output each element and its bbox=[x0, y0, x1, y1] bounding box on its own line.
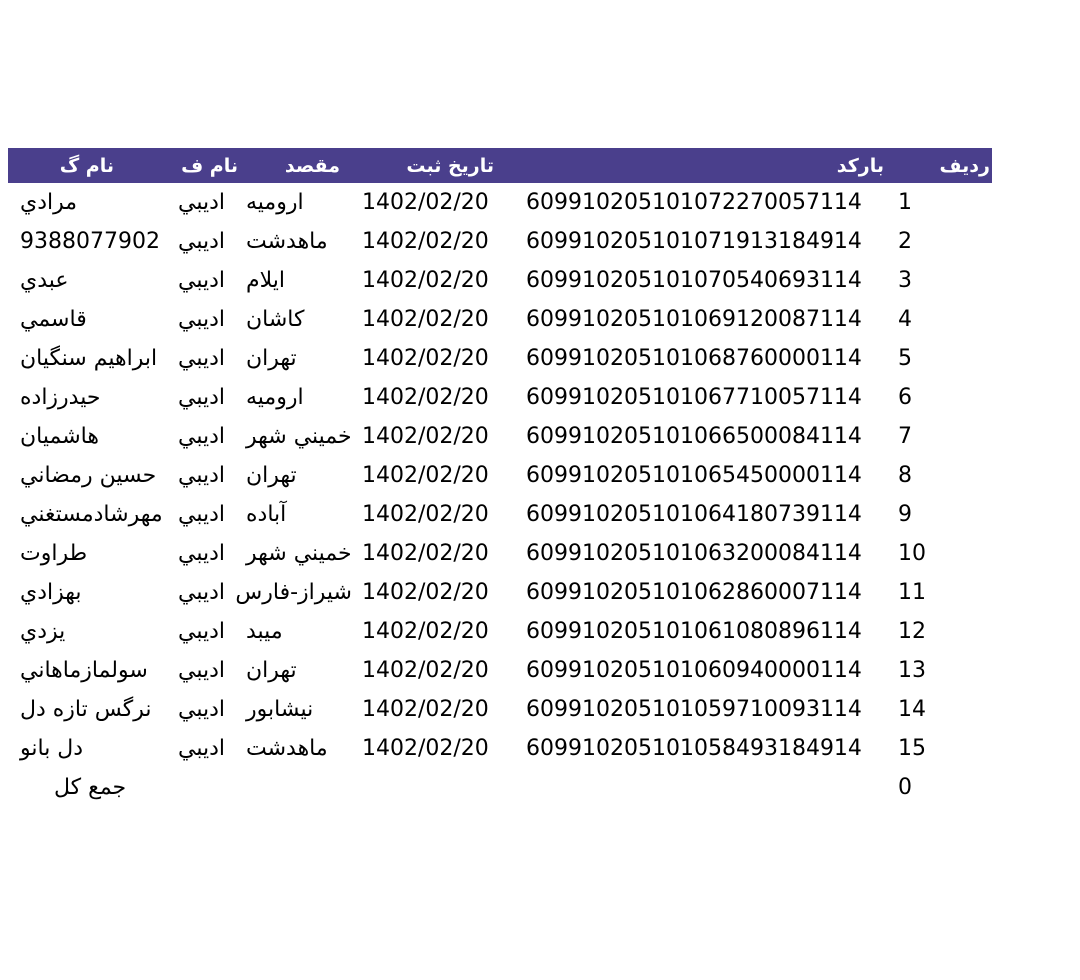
cell-date: 1402/02/20 bbox=[362, 229, 489, 254]
column-header-row-number[interactable]: ردیف bbox=[939, 154, 990, 177]
cell-date: 1402/02/20 bbox=[362, 190, 489, 215]
cell-first-name: ادیبي bbox=[178, 580, 226, 605]
cell-barcode: 609910205101068760000114 bbox=[526, 346, 862, 371]
cell-destination: تهران bbox=[246, 463, 297, 488]
cell-last-name: نرگس تازه دل bbox=[20, 697, 152, 722]
cell-last-name: مهرشادمستغني bbox=[20, 502, 163, 527]
cell-last-name: یزدي bbox=[20, 619, 66, 644]
cell-date: 1402/02/20 bbox=[362, 736, 489, 761]
table-row[interactable] bbox=[8, 456, 992, 495]
cell-barcode: 609910205101062860007114 bbox=[526, 580, 862, 605]
cell-last-name: عبدي bbox=[20, 268, 69, 293]
cell-destination: آباده bbox=[246, 502, 287, 527]
cell-destination: ایلام bbox=[246, 268, 285, 293]
cell-last-name: حسین رمضاني bbox=[20, 463, 157, 488]
cell-row-number: 12 bbox=[898, 619, 926, 644]
cell-barcode: 609910205101067710057114 bbox=[526, 385, 862, 410]
barcode-table-container bbox=[8, 148, 992, 807]
cell-barcode: 609910205101070540693114 bbox=[526, 268, 862, 293]
total-row bbox=[8, 768, 992, 807]
cell-first-name: ادیبي bbox=[178, 424, 226, 449]
cell-row-number: 15 bbox=[898, 736, 926, 761]
cell-row-number: 5 bbox=[898, 346, 912, 371]
cell-destination: خمیني شهر bbox=[246, 424, 352, 449]
cell-destination: نیشابور bbox=[246, 697, 314, 722]
cell-barcode: 609910205101060940000114 bbox=[526, 658, 862, 683]
cell-destination: خمیني شهر bbox=[246, 541, 352, 566]
cell-date: 1402/02/20 bbox=[362, 541, 489, 566]
cell-last-name: بهزادي bbox=[20, 580, 82, 605]
table-row[interactable] bbox=[8, 612, 992, 651]
cell-first-name: ادیبي bbox=[178, 385, 226, 410]
cell-date: 1402/02/20 bbox=[362, 385, 489, 410]
cell-barcode: 609910205101069120087114 bbox=[526, 307, 862, 332]
cell-first-name: ادیبي bbox=[178, 229, 226, 254]
table-row[interactable] bbox=[8, 729, 992, 768]
table-row[interactable] bbox=[8, 339, 992, 378]
cell-date: 1402/02/20 bbox=[362, 424, 489, 449]
cell-barcode: 609910205101061080896114 bbox=[526, 619, 862, 644]
cell-destination: تهران bbox=[246, 346, 297, 371]
cell-destination: کاشان bbox=[246, 307, 305, 332]
cell-first-name: ادیبي bbox=[178, 736, 226, 761]
cell-first-name: ادیبي bbox=[178, 502, 226, 527]
cell-first-name: ادیبي bbox=[178, 307, 226, 332]
cell-row-number: 11 bbox=[898, 580, 926, 605]
cell-date: 1402/02/20 bbox=[362, 697, 489, 722]
cell-barcode: 609910205101072270057114 bbox=[526, 190, 862, 215]
cell-row-number: 4 bbox=[898, 307, 912, 332]
cell-date: 1402/02/20 bbox=[362, 268, 489, 293]
table-row[interactable] bbox=[8, 300, 992, 339]
cell-first-name: ادیبي bbox=[178, 619, 226, 644]
table-row[interactable] bbox=[8, 534, 992, 573]
column-header-first-name[interactable]: نام ف bbox=[181, 154, 238, 177]
barcode-table bbox=[8, 148, 992, 807]
cell-row-number: 1 bbox=[898, 190, 912, 215]
cell-barcode: 609910205101071913184914 bbox=[526, 229, 862, 254]
cell-date: 1402/02/20 bbox=[362, 580, 489, 605]
cell-date: 1402/02/20 bbox=[362, 346, 489, 371]
cell-first-name: ادیبي bbox=[178, 541, 226, 566]
table-row[interactable] bbox=[8, 222, 992, 261]
column-header-date[interactable]: تاریخ ثبت bbox=[406, 154, 494, 177]
cell-barcode: 609910205101063200084114 bbox=[526, 541, 862, 566]
table-row[interactable] bbox=[8, 183, 992, 222]
cell-destination: شیراز-فارس bbox=[235, 580, 352, 605]
cell-last-name: حیدرزاده bbox=[20, 385, 101, 410]
cell-date: 1402/02/20 bbox=[362, 658, 489, 683]
cell-barcode: 609910205101064180739114 bbox=[526, 502, 862, 527]
table-row[interactable] bbox=[8, 690, 992, 729]
cell-destination: ماهدشت bbox=[246, 229, 328, 254]
cell-row-number: 3 bbox=[898, 268, 912, 293]
cell-destination: ارومیه bbox=[246, 385, 304, 410]
table-row[interactable] bbox=[8, 651, 992, 690]
cell-last-name: سولمازماهاني bbox=[20, 658, 148, 683]
table-header-row bbox=[8, 148, 992, 183]
total-count: 0 bbox=[898, 775, 912, 800]
table-body bbox=[8, 183, 992, 768]
cell-destination: ارومیه bbox=[246, 190, 304, 215]
cell-first-name: ادیبي bbox=[178, 190, 226, 215]
cell-row-number: 14 bbox=[898, 697, 926, 722]
cell-last-name: قاسمي bbox=[20, 307, 87, 332]
cell-date: 1402/02/20 bbox=[362, 463, 489, 488]
table-header bbox=[8, 148, 992, 183]
table-row[interactable] bbox=[8, 378, 992, 417]
table-row[interactable] bbox=[8, 495, 992, 534]
cell-last-name: ابراهیم سنگیان bbox=[20, 346, 158, 371]
column-header-last-name[interactable]: نام گ bbox=[59, 154, 114, 177]
cell-row-number: 10 bbox=[898, 541, 926, 566]
column-header-destination[interactable]: مقصد bbox=[284, 154, 340, 177]
cell-barcode: 609910205101066500084114 bbox=[526, 424, 862, 449]
cell-first-name: ادیبي bbox=[178, 346, 226, 371]
cell-first-name: ادیبي bbox=[178, 268, 226, 293]
cell-date: 1402/02/20 bbox=[362, 307, 489, 332]
cell-row-number: 2 bbox=[898, 229, 912, 254]
cell-destination: ماهدشت bbox=[246, 736, 328, 761]
cell-destination: میبد bbox=[246, 619, 283, 644]
cell-last-name: طراوت bbox=[20, 541, 88, 566]
cell-destination: تهران bbox=[246, 658, 297, 683]
cell-date: 1402/02/20 bbox=[362, 502, 489, 527]
table-row[interactable] bbox=[8, 417, 992, 456]
column-header-barcode[interactable]: بارکد bbox=[836, 154, 884, 177]
cell-barcode: 609910205101065450000114 bbox=[526, 463, 862, 488]
cell-row-number: 13 bbox=[898, 658, 926, 683]
cell-row-number: 9 bbox=[898, 502, 912, 527]
cell-first-name: ادیبي bbox=[178, 697, 226, 722]
cell-first-name: ادیبي bbox=[178, 463, 226, 488]
cell-first-name: ادیبي bbox=[178, 658, 226, 683]
table-footer bbox=[8, 768, 992, 807]
cell-last-name: هاشمیان bbox=[20, 424, 99, 449]
total-label: جمع کل bbox=[54, 775, 127, 800]
cell-last-name: 9388077902 bbox=[20, 229, 160, 254]
cell-date: 1402/02/20 bbox=[362, 619, 489, 644]
cell-barcode: 609910205101058493184914 bbox=[526, 736, 862, 761]
cell-row-number: 7 bbox=[898, 424, 912, 449]
cell-barcode: 609910205101059710093114 bbox=[526, 697, 862, 722]
table-row[interactable] bbox=[8, 573, 992, 612]
cell-row-number: 6 bbox=[898, 385, 912, 410]
table-row[interactable] bbox=[8, 261, 992, 300]
cell-last-name: مرادي bbox=[20, 190, 78, 215]
cell-row-number: 8 bbox=[898, 463, 912, 488]
cell-last-name: دل بانو bbox=[20, 736, 84, 761]
